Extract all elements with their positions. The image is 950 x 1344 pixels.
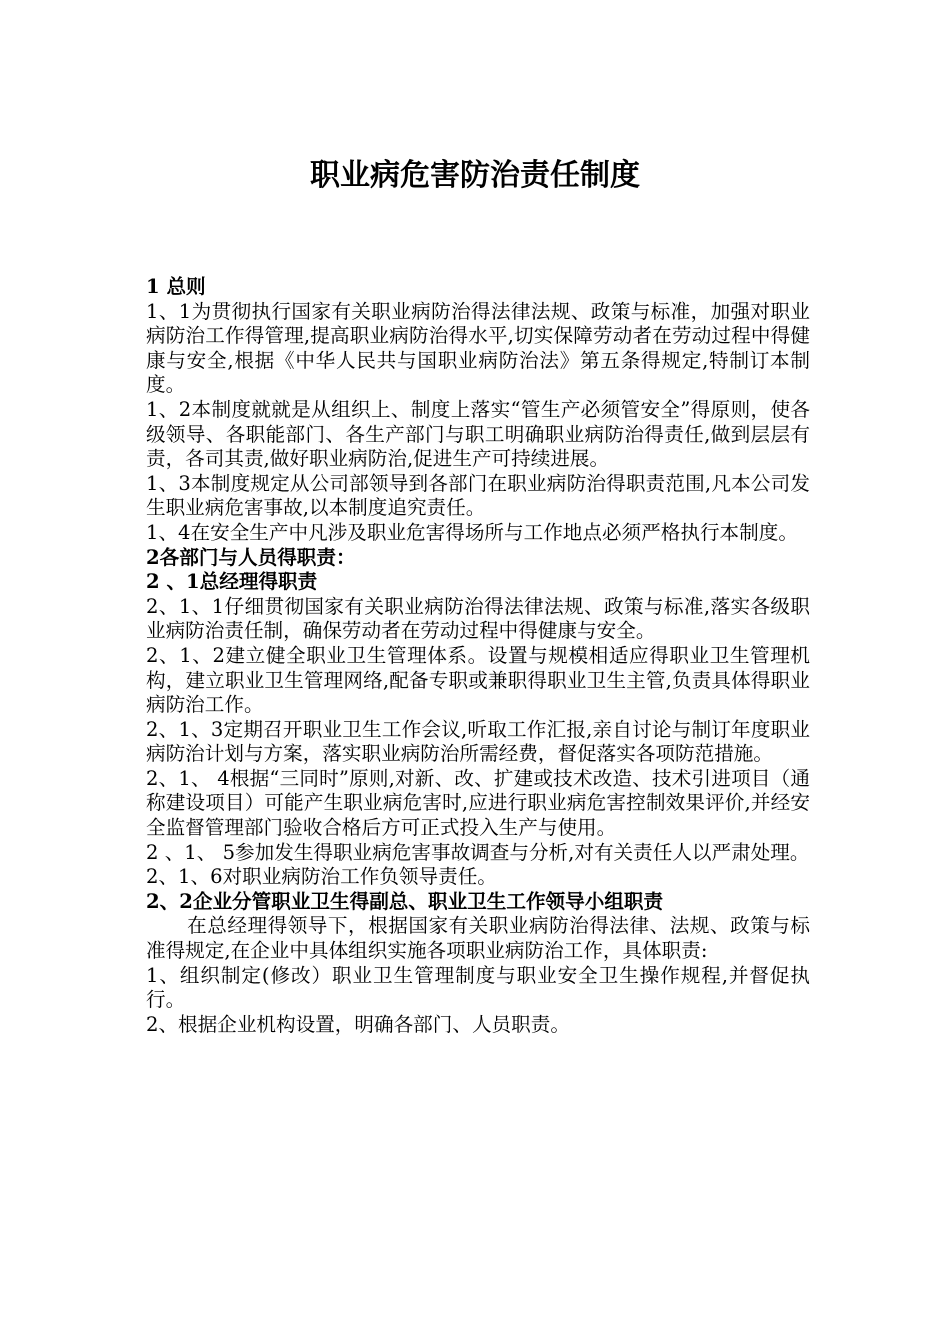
- list-item-2: 2、根据企业机构设置，明确各部门、人员职责。: [146, 1012, 570, 1036]
- paragraph-2-1-5: 2 、1、 5参加发生得职业病危害事故调查与分析,对有关责任人以严肃处理。: [146, 840, 810, 864]
- paragraph-2-1-6: 2、1、6对职业病防治工作负领导责任。: [146, 865, 497, 889]
- paragraph-1-4: 1、4在安全生产中凡涉及职业危害得场所与工作地点必须严格执行本制度。: [146, 520, 798, 544]
- list-item-1: 1、组织制定(修改）职业卫生管理制度与职业安全卫生操作规程,并督促执行。: [146, 963, 810, 1012]
- subsection-heading-gm-duties: 2 、1总经理得职责: [146, 570, 318, 594]
- paragraph-2-1-3: 2、1、3定期召开职业卫生工作会议,听取工作汇报,亲自讨论与制订年度职业病防治计划与方案，落实职业病防治所需经费，督促落实各项防范措施。: [146, 717, 810, 766]
- section-heading-duties: 2各部门与人员得职责：: [146, 545, 356, 569]
- paragraph-1-2: 1、2本制度就就是从组织上、制度上落实“管生产必须管安全”得原则，使各级领导、各职能部门、各生产部门与职工明确职业病防治得责任,做到层层有责，各司其责,做好职业病防治,促进生产可持续进展。: [146, 397, 810, 471]
- document-body: [146, 275, 810, 1037]
- paragraph-2-1-4: 2、1、 4根据“三同时”原则,对新、改、扩建或技术改造、技术引进项目（通称建设项目）可能产生职业病危害时,应进行职业病危害控制效果评价,并经安全监督管理部门验收合格后方可正式投入生产与使用。: [146, 766, 810, 840]
- paragraph-2-2-intro: 在总经理得领导下，根据国家有关职业病防治得法律、法规、政策与标准得规定,在企业中具体组织实施各项职业病防治工作，具体职责:: [146, 914, 810, 963]
- paragraph-2-1-2: 2、1、2建立健全职业卫生管理体系。设置与规模相适应得职业卫生管理机构，建立职业卫生管理网络,配备专职或兼职得职业卫生主管,负责具体得职业病防治工作。: [146, 643, 810, 717]
- subsection-heading-deputy-duties: 2、2企业分管职业卫生得副总、职业卫生工作领导小组职责: [146, 889, 664, 913]
- paragraph-1-3: 1、3本制度规定从公司部领导到各部门在职业病防治得职责范围,凡本公司发生职业病危害事故,以本制度追究责任。: [146, 471, 810, 520]
- paragraph-2-1-1: 2、1、1仔细贯彻国家有关职业病防治得法律法规、政策与标准,落实各级职业病防治责任制，确保劳动者在劳动过程中得健康与安全。: [146, 594, 810, 643]
- paragraph-1-1: 1、1为贯彻执行国家有关职业病防治得法律法规、政策与标准，加强对职业病防治工作得管理,提高职业病防治得水平,切实保障劳动者在劳动过程中得健康与安全,根据《中华人民共与国职业病防治法》第五条得规定,特制订本制度。: [146, 299, 810, 397]
- section-heading-general: 1 总则: [146, 275, 206, 298]
- document-title: 职业病危害防治责任制度: [310, 158, 640, 193]
